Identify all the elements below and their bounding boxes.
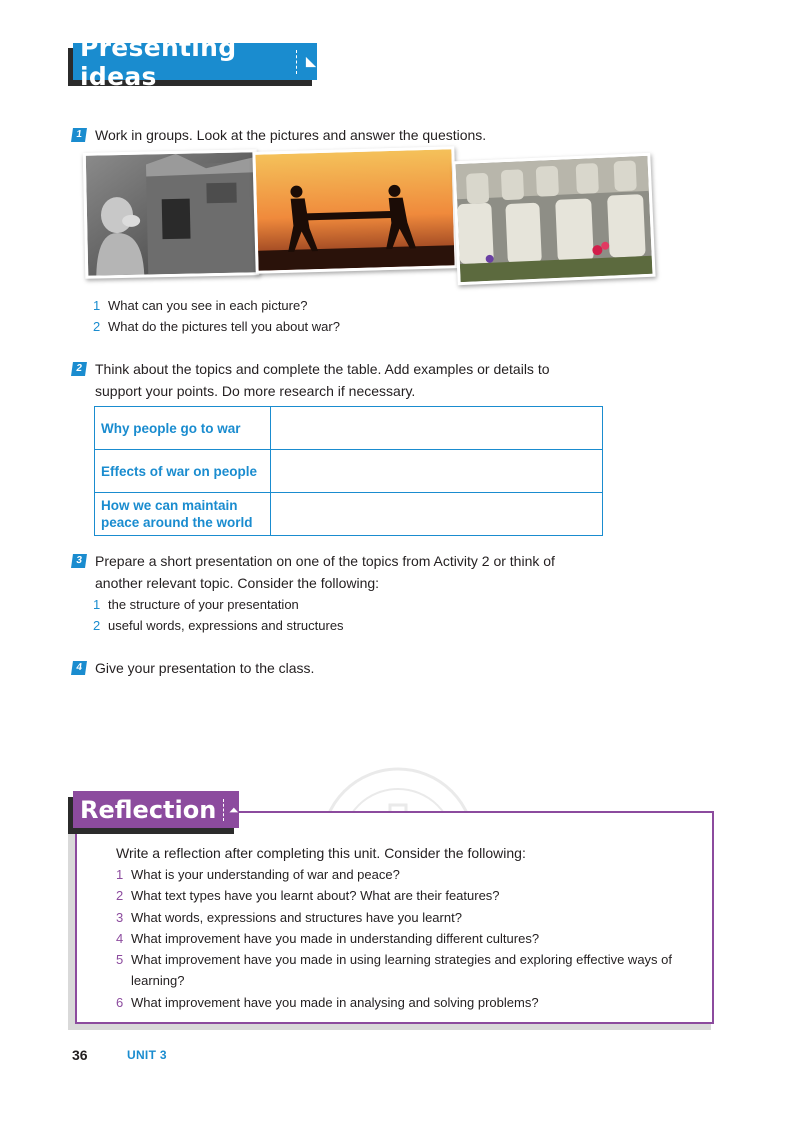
- list-item: [116, 907, 686, 928]
- item-number: 4: [116, 930, 124, 946]
- table-row-label: Why people go to war: [95, 407, 271, 450]
- list-item: [116, 992, 686, 1013]
- table-row: [95, 493, 603, 536]
- triangle-up-icon: [229, 804, 239, 816]
- item-number: 5: [116, 952, 124, 968]
- item-text: What can you see in each picture?: [108, 298, 308, 313]
- table-row: [95, 450, 603, 493]
- item-text: What text types have you learnt about? What are their features?: [131, 888, 500, 904]
- banner-divider: [296, 50, 297, 74]
- grieving-child-photo: [86, 152, 256, 275]
- table-row: [95, 407, 603, 450]
- activity-4: [72, 657, 615, 679]
- item-number: 1: [93, 298, 101, 313]
- item-number: 3: [116, 909, 124, 925]
- soldiers-carrying-stretcher-photo: [255, 149, 454, 270]
- activity-1: [72, 124, 615, 146]
- item-text: What words, expressions and structures have you learnt?: [131, 909, 462, 925]
- table-answer-cell[interactable]: [271, 493, 603, 536]
- activity-2: [72, 358, 585, 402]
- photo-stretcher-silhouette: [252, 146, 457, 274]
- activity-3-instruction: Prepare a short presentation on one of the topics from Activity 2 or think of another relevant topic. Consider the following:: [95, 553, 555, 591]
- reflection-divider: [223, 799, 224, 821]
- page-number: 36: [72, 1047, 88, 1063]
- item-text: useful words, expressions and structures: [108, 618, 344, 633]
- activity-4-instruction: Give your presentation to the class.: [95, 660, 315, 676]
- item-number: 1: [93, 597, 101, 612]
- item-text: What improvement have you made in understanding different cultures?: [131, 930, 540, 946]
- question-list: [93, 295, 340, 337]
- reflection-header-tab: [73, 791, 239, 828]
- item-text: the structure of your presentation: [108, 597, 299, 612]
- war-cemetery-headstones-photo: [456, 156, 653, 282]
- unit-label: UNIT 3: [127, 1048, 167, 1062]
- item-text: What improvement have you made in analysing and solving problems?: [131, 994, 539, 1010]
- item-number: 2: [116, 888, 124, 904]
- section-header-banner: [73, 32, 317, 91]
- activity-1-instruction: Work in groups. Look at the pictures and answer the questions.: [95, 127, 487, 143]
- list-item: [93, 316, 340, 337]
- item-number: 2: [93, 618, 101, 633]
- activity-3: [72, 550, 595, 594]
- list-item: [116, 885, 686, 906]
- item-number: 2: [93, 319, 101, 334]
- photo-war-grief: [83, 149, 260, 279]
- list-item: [93, 615, 344, 636]
- table-answer-cell[interactable]: [271, 450, 603, 493]
- list-item: [93, 594, 344, 615]
- reflection-intro: Write a reflection after completing this unit. Consider the following:: [116, 845, 526, 861]
- item-number: 1: [116, 867, 124, 882]
- reflection-list: [116, 864, 686, 1013]
- activity-number-badge: 3: [71, 554, 87, 568]
- activity-number-badge: 1: [71, 128, 87, 142]
- consideration-list: [93, 594, 344, 636]
- list-item: [116, 864, 686, 885]
- item-text: What do the pictures tell you about war?: [108, 319, 340, 334]
- reflection-title: Reflection: [80, 795, 217, 824]
- list-item: [116, 928, 686, 949]
- table-row-label: Effects of war on people: [95, 450, 271, 493]
- item-text: What improvement have you made in using learning strategies and exploring effective ways of learning?: [131, 952, 672, 989]
- table-answer-cell[interactable]: [271, 407, 603, 450]
- activity-number-badge: 2: [71, 362, 87, 376]
- topics-table: [94, 406, 603, 536]
- activity-2-instruction: Think about the topics and complete the table. Add examples or details to support your points. Do more research if necessary.: [95, 361, 550, 399]
- photo-war-cemetery: [452, 153, 655, 286]
- item-number: 6: [116, 994, 124, 1010]
- section-title: Presenting ideas: [80, 32, 237, 91]
- corner-triangle-icon: [305, 55, 317, 69]
- list-item: [116, 949, 686, 992]
- item-text: What is your understanding of war and peace?: [131, 867, 400, 882]
- activity-number-badge: 4: [71, 661, 87, 675]
- table-row-label: How we can maintain peace around the world: [95, 493, 271, 536]
- list-item: [93, 295, 340, 316]
